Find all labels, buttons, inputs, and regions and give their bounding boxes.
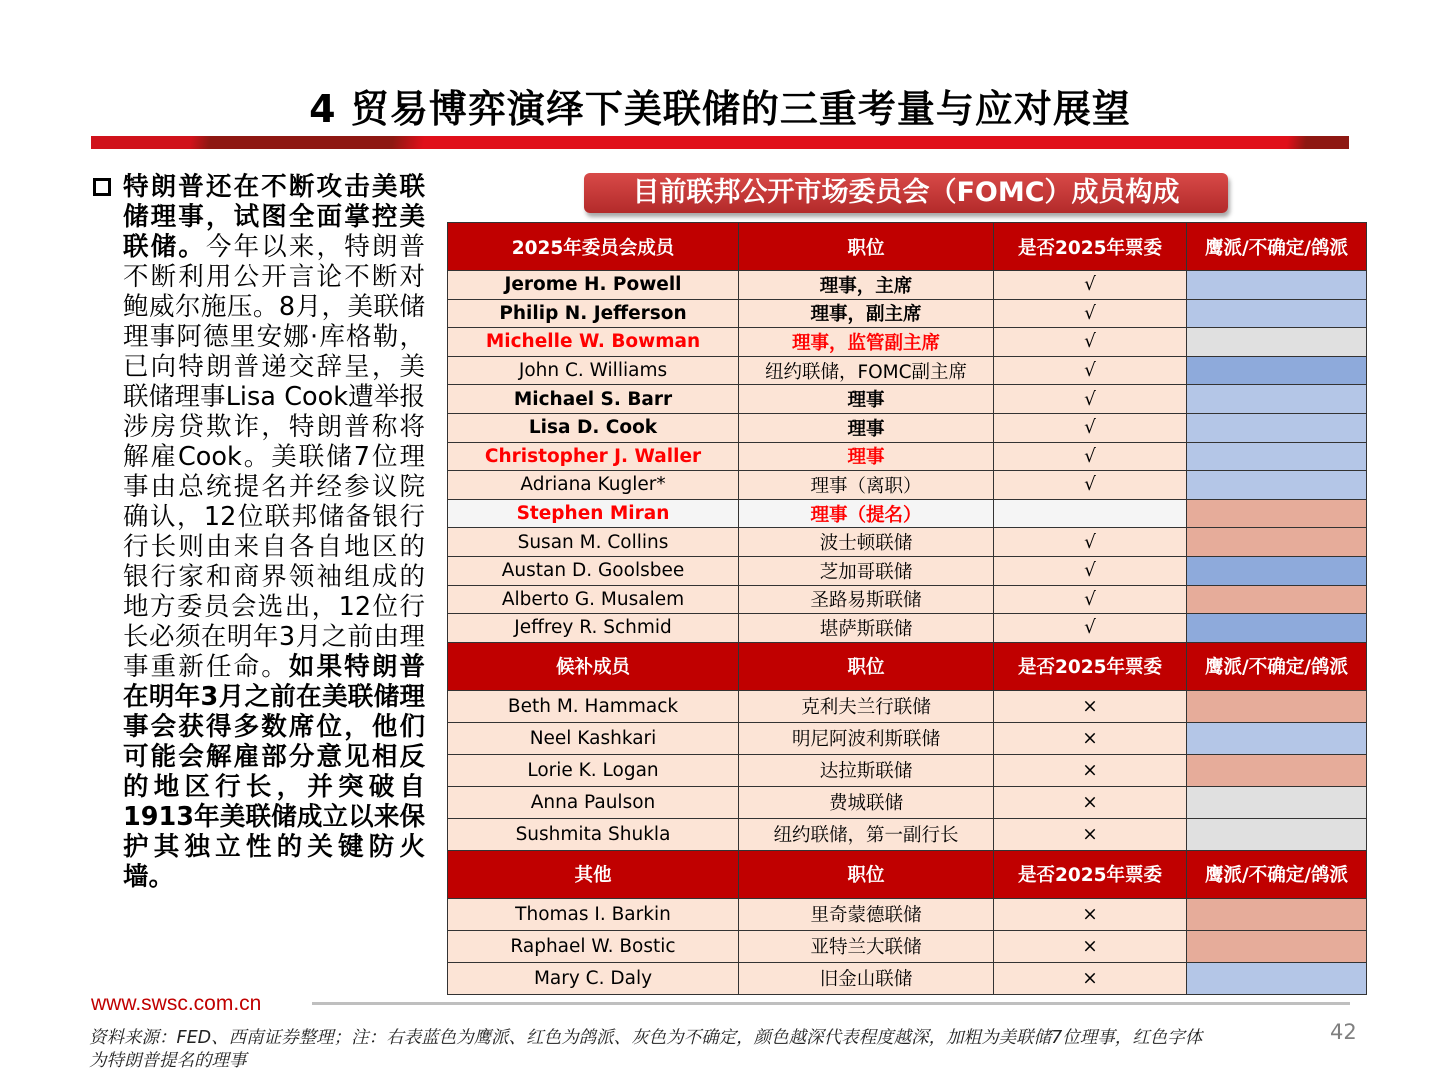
voter-cell: √ (994, 528, 1187, 557)
left-text-bold-1: 特朗普还在不断攻击美联储理事，试图全面掌控美联储。 (123, 172, 425, 262)
voter-cell: √ (994, 271, 1187, 300)
table-row (448, 614, 1367, 643)
member-name-cell: Stephen Miran (448, 499, 739, 528)
position-cell: 亚特兰大联储 (739, 930, 994, 962)
voter-cell: √ (994, 385, 1187, 414)
left-text-bold-2: 如果特朗普在明年3月之前在美联储理事会获得多数席位，他们可能会解雇部分意见相反的地区行长，并突破自1913年美联储成立以来保护其独立性的关键防火墙。 (123, 652, 425, 892)
table-row (448, 271, 1367, 300)
table-row (448, 818, 1367, 850)
stance-color-cell (1187, 962, 1367, 994)
position-cell: 里奇蒙德联储 (739, 898, 994, 930)
voter-cell: × (994, 818, 1187, 850)
position-cell: 克利夫兰行联储 (739, 690, 994, 722)
member-name-cell: Philip N. Jefferson (448, 299, 739, 328)
member-name-cell: Beth M. Hammack (448, 690, 739, 722)
member-name-cell: Jerome H. Powell (448, 271, 739, 300)
position-cell: 堪萨斯联储 (739, 614, 994, 643)
column-header: 是否2025年票委 (994, 223, 1187, 271)
position-cell: 理事 (739, 442, 994, 471)
table-row (448, 385, 1367, 414)
table-row (448, 328, 1367, 357)
stance-color-cell (1187, 499, 1367, 528)
position-cell: 理事 (739, 413, 994, 442)
left-text-normal: 今年以来，特朗普不断利用公开言论不断对鲍威尔施压。8月，美联储理事阿德里安娜·库格勒，已向特朗普递交辞呈，美联储理事Lisa Cook遭举报涉房贷欺诈，特朗普称将解雇Cook。美联储7位理事由总统提名并经参议院确认，12位联邦储备银行行长则由来自各自地区的银行家和商界领袖组成的地方委员会选出，12位行长必须在明年3月之前由理事重新任命。 (123, 232, 425, 682)
fomc-members-table (447, 222, 1367, 995)
stance-color-cell (1187, 930, 1367, 962)
table-row (448, 299, 1367, 328)
table-row (448, 722, 1367, 754)
member-name-cell: Michelle W. Bowman (448, 328, 739, 357)
voter-cell (994, 499, 1187, 528)
voter-cell: √ (994, 442, 1187, 471)
page-number: 42 (1330, 1020, 1357, 1044)
voter-cell: √ (994, 585, 1187, 614)
voter-cell: √ (994, 299, 1187, 328)
position-cell: 纽约联储，第一副行长 (739, 818, 994, 850)
member-name-cell: Adriana Kugler* (448, 471, 739, 500)
table-row (448, 471, 1367, 500)
stance-color-cell (1187, 614, 1367, 643)
column-header: 职位 (739, 850, 994, 898)
source-footnote: 资料来源：FED、西南证券整理；注：右表蓝色为鹰派、红色为鸽派、灰色为不确定，颜色越深代表程度越深，加粗为美联储7位理事，红色字体为特朗普提名的理事 (89, 1028, 1203, 1071)
column-header: 是否2025年票委 (994, 642, 1187, 690)
table-row (448, 442, 1367, 471)
position-cell: 理事（离职） (739, 471, 994, 500)
voter-cell: √ (994, 356, 1187, 385)
position-cell: 理事 (739, 385, 994, 414)
member-name-cell: Susan M. Collins (448, 528, 739, 557)
table-row (448, 585, 1367, 614)
voter-cell: √ (994, 614, 1187, 643)
left-paragraph (123, 172, 425, 892)
voter-cell: √ (994, 413, 1187, 442)
position-cell: 芝加哥联储 (739, 556, 994, 585)
column-header: 鹰派/不确定/鸽派 (1187, 850, 1367, 898)
table-row (448, 786, 1367, 818)
table-row (448, 754, 1367, 786)
column-header: 鹰派/不确定/鸽派 (1187, 642, 1367, 690)
member-name-cell: Neel Kashkari (448, 722, 739, 754)
member-name-cell: Mary C. Daly (448, 962, 739, 994)
stance-color-cell (1187, 754, 1367, 786)
stance-color-cell (1187, 818, 1367, 850)
table-row (448, 898, 1367, 930)
position-cell: 波士顿联储 (739, 528, 994, 557)
position-cell: 旧金山联储 (739, 962, 994, 994)
stance-color-cell (1187, 556, 1367, 585)
footer-divider (312, 1002, 1350, 1005)
table-title-banner: 目前联邦公开市场委员会（FOMC）成员构成 (584, 173, 1228, 213)
page-title: 4 贸易博弈演绎下美联储的三重考量与应对展望 (309, 87, 1131, 131)
stance-color-cell (1187, 328, 1367, 357)
member-name-cell: Christopher J. Waller (448, 442, 739, 471)
voter-cell: × (994, 754, 1187, 786)
table-row (448, 356, 1367, 385)
stance-color-cell (1187, 528, 1367, 557)
table-row (448, 528, 1367, 557)
voter-cell: √ (994, 471, 1187, 500)
position-cell: 理事，主席 (739, 271, 994, 300)
member-name-cell: Jeffrey R. Schmid (448, 614, 739, 643)
member-name-cell: Lisa D. Cook (448, 413, 739, 442)
stance-color-cell (1187, 471, 1367, 500)
column-header: 职位 (739, 642, 994, 690)
position-cell: 纽约联储，FOMC副主席 (739, 356, 994, 385)
table-row (448, 962, 1367, 994)
stance-color-cell (1187, 356, 1367, 385)
stance-color-cell (1187, 442, 1367, 471)
stance-color-cell (1187, 786, 1367, 818)
position-cell: 理事，副主席 (739, 299, 994, 328)
stance-color-cell (1187, 385, 1367, 414)
member-name-cell: Sushmita Shukla (448, 818, 739, 850)
voter-cell: × (994, 930, 1187, 962)
position-cell: 理事，监管副主席 (739, 328, 994, 357)
stance-color-cell (1187, 690, 1367, 722)
stance-color-cell (1187, 299, 1367, 328)
member-name-cell: Austan D. Goolsbee (448, 556, 739, 585)
column-header: 是否2025年票委 (994, 850, 1187, 898)
stance-color-cell (1187, 722, 1367, 754)
title-underline-bar (91, 136, 1349, 149)
member-name-cell: John C. Williams (448, 356, 739, 385)
position-cell: 费城联储 (739, 786, 994, 818)
column-header: 职位 (739, 223, 994, 271)
stance-color-cell (1187, 585, 1367, 614)
table-row (448, 499, 1367, 528)
table-row (448, 413, 1367, 442)
stance-color-cell (1187, 413, 1367, 442)
position-cell: 圣路易斯联储 (739, 585, 994, 614)
voter-cell: × (994, 690, 1187, 722)
voter-cell: × (994, 786, 1187, 818)
position-cell: 理事（提名） (739, 499, 994, 528)
member-name-cell: Raphael W. Bostic (448, 930, 739, 962)
table-section-header (448, 223, 1367, 271)
stance-color-cell (1187, 271, 1367, 300)
table-section-header (448, 642, 1367, 690)
column-header: 鹰派/不确定/鸽派 (1187, 223, 1367, 271)
table-section-header (448, 850, 1367, 898)
member-name-cell: Alberto G. Musalem (448, 585, 739, 614)
voter-cell: √ (994, 556, 1187, 585)
column-header: 2025年委员会成员 (448, 223, 739, 271)
member-name-cell: Anna Paulson (448, 786, 739, 818)
position-cell: 明尼阿波利斯联储 (739, 722, 994, 754)
column-header: 候补成员 (448, 642, 739, 690)
footer-website-url[interactable]: www.swsc.com.cn (91, 992, 262, 1015)
left-text-panel (90, 172, 425, 892)
voter-cell: √ (994, 328, 1187, 357)
table-row (448, 930, 1367, 962)
table-row (448, 556, 1367, 585)
checkbox-bullet-icon (93, 178, 111, 196)
voter-cell: × (994, 962, 1187, 994)
column-header: 其他 (448, 850, 739, 898)
member-name-cell: Lorie K. Logan (448, 754, 739, 786)
voter-cell: × (994, 722, 1187, 754)
position-cell: 达拉斯联储 (739, 754, 994, 786)
table-row (448, 690, 1367, 722)
voter-cell: × (994, 898, 1187, 930)
member-name-cell: Michael S. Barr (448, 385, 739, 414)
stance-color-cell (1187, 898, 1367, 930)
member-name-cell: Thomas I. Barkin (448, 898, 739, 930)
